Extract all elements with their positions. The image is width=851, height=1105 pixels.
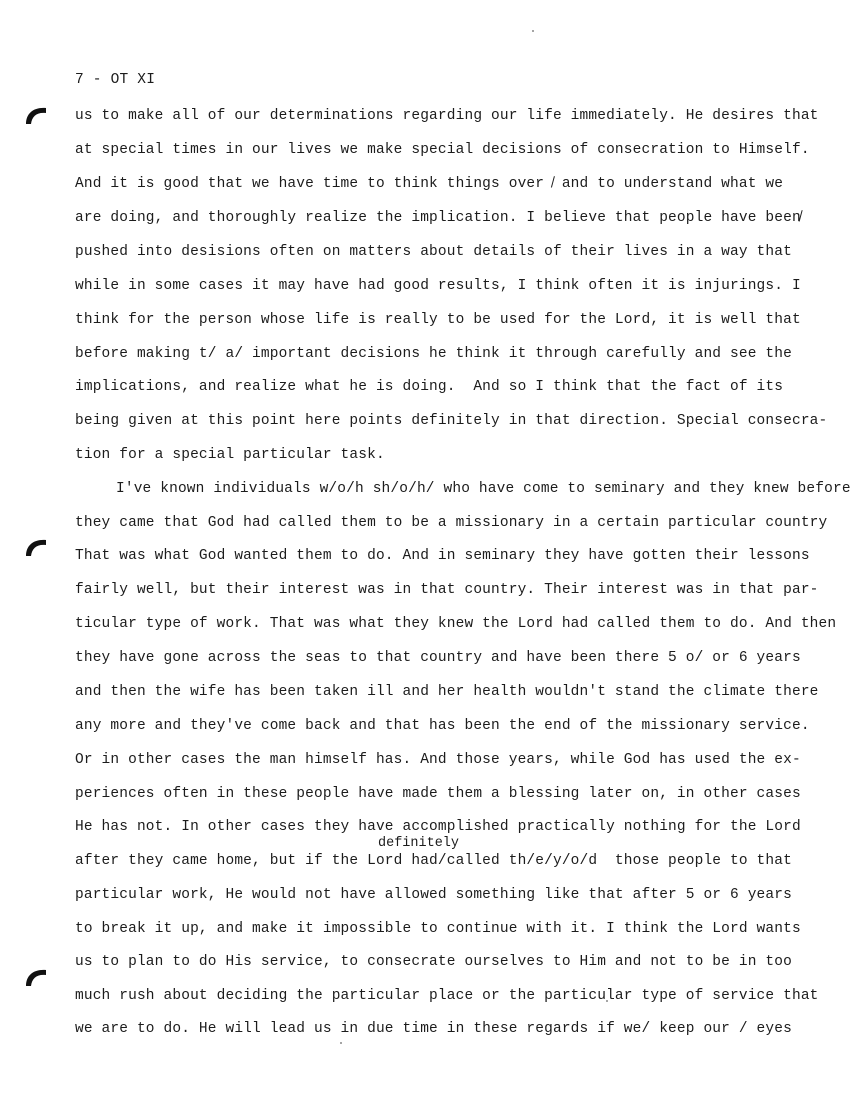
text-line: before making t/ a/ important decisions he think it through carefully and see the: [75, 346, 792, 362]
text-line: And it is good that we have time to think things over ̸ and to understand what we: [75, 176, 784, 192]
text-line: while in some cases it may have had good results, I think often it is injurings. I: [75, 278, 801, 294]
text-line: That was what God wanted them to do. And in seminary they have gotten their lessons: [75, 548, 810, 564]
text-line: implications, and realize what he is doing. And so I think that the fact of its: [75, 379, 784, 395]
punch-hole-middle-icon: [24, 536, 50, 562]
text-line: periences often in these people have made them a blessing later on, in other cases: [75, 786, 801, 802]
text-line: being given at this point here points definitely in that direction. Special consecra-: [75, 413, 828, 429]
text-line: think for the person whose life is really to be used for the Lord, it is well that: [75, 312, 801, 328]
text-line: particular work, He would not have allowed something like that after 5 or 6 years: [75, 887, 792, 903]
page-header: 7 - OT XI: [75, 72, 156, 88]
text-line: us to plan to do His service, to consecrate ourselves to Him and not to be in too: [75, 954, 792, 970]
text-line: are doing, and thoroughly realize the implication. I believe that people have been̸: [75, 210, 801, 226]
punch-hole-bottom-icon: [24, 966, 50, 992]
interlinear-insertion: definitely: [378, 836, 460, 851]
text-line: fairly well, but their interest was in that country. Their interest was in that par-: [75, 582, 819, 598]
paper-speck: [532, 30, 534, 32]
text-line: much rush about deciding the particular place or the particular type of service that: [75, 988, 819, 1004]
text-line: and then the wife has been taken ill and her health wouldn't stand the climate there: [75, 684, 819, 700]
text-line: pushed into desisions often on matters about details of their lives in a way that: [75, 244, 792, 260]
text-line: ticular type of work. That was what they knew the Lord had called them to do. And then: [75, 616, 837, 632]
text-line: us to make all of our determinations regarding our life immediately. He desires that: [75, 108, 819, 124]
text-line: to break it up, and make it impossible to continue with it. I think the Lord wants: [75, 921, 801, 937]
text-line: they came that God had called them to be a missionary in a certain particular country: [75, 515, 828, 531]
punch-hole-top-icon: [24, 104, 50, 130]
text-line: He has not. In other cases they have accomplished practically nothing for the Lord: [75, 819, 801, 835]
text-line: they have gone across the seas to that country and have been there 5 o/ or 6 years: [75, 650, 801, 666]
text-line: I've known individuals w/o/h sh/o/h/ who have come to seminary and they knew before: [116, 481, 851, 497]
text-line: Or in other cases the man himself has. And those years, while God has used the ex-: [75, 752, 801, 768]
paper-speck: [340, 1042, 342, 1044]
text-line: we are to do. He will lead us in due time in these regards if we/ keep our / eyes: [75, 1021, 792, 1037]
text-line: at special times in our lives we make special decisions of consecration to Himself.: [75, 142, 810, 158]
text-line: tion for a special particular task.: [75, 447, 385, 463]
text-line: after they came home, but if the Lord had/called th/e/y/o/d those people to that: [75, 853, 792, 869]
text-line: any more and they've come back and that has been the end of the missionary service.: [75, 718, 810, 734]
